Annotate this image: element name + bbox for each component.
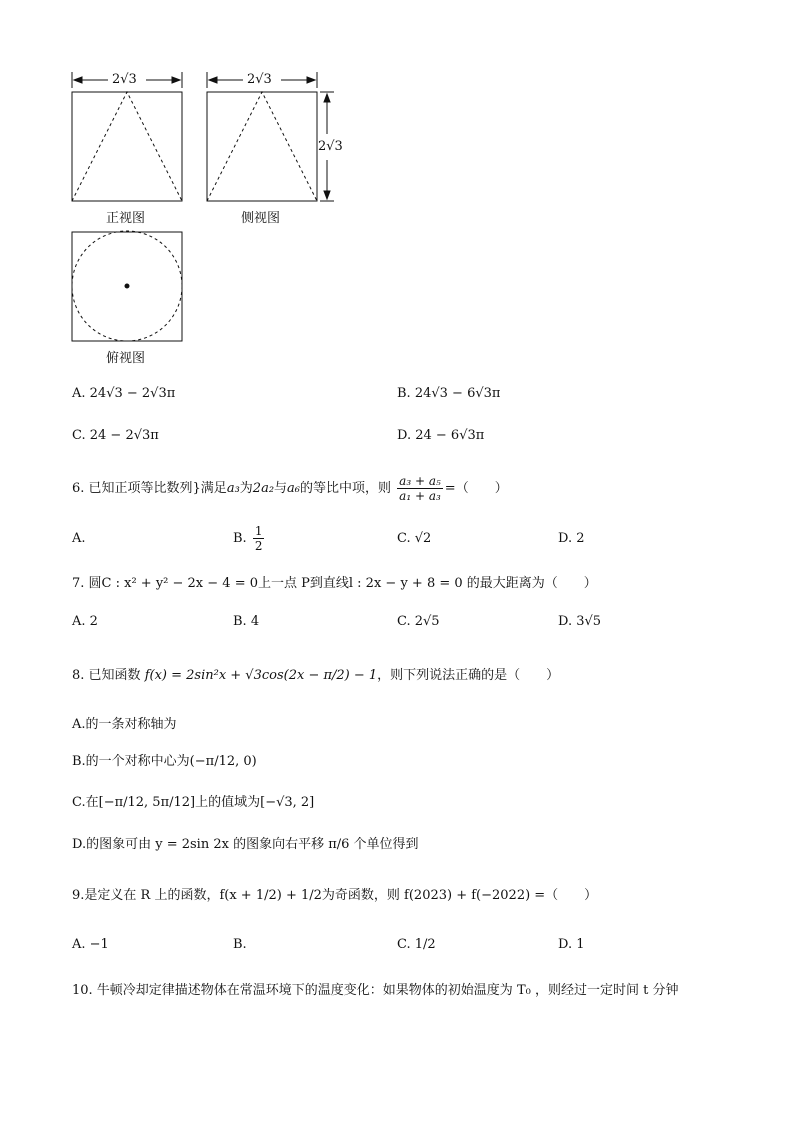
q9-option-a: A. −1 [72, 937, 109, 952]
q8-formula: f(x) = 2sin²x + √3cos(2x − π/2) − 1 [144, 668, 378, 683]
dim-label-front: 2√3 [112, 72, 137, 87]
q9-option-b: B. [233, 937, 247, 952]
top-view-center-dot [125, 284, 129, 288]
q7-option-a: A. 2 [72, 614, 98, 629]
q6-option-b: B. $\frac{1}{2}$ [233, 524, 263, 553]
arrow-left-icon [209, 77, 217, 83]
q5-option-b: B. 24√3 − 6√3π [397, 386, 501, 401]
q10-stem: 10. 牛顿冷却定律描述物体在常温环境下的温度变化：如果物体的初始温度为 T₀ ，则经过一定时间 t 分钟 [72, 983, 679, 998]
three-view-figure [0, 0, 794, 370]
arrow-up-icon [324, 94, 330, 102]
arrow-right-icon [172, 77, 180, 83]
q6-fraction: $\frac{\text{a₃ + a₅}}{\text{a₁ + a₃}}$ [399, 474, 441, 503]
label-top-view: 俯视图 [106, 351, 146, 366]
arrow-left-icon [74, 77, 82, 83]
q8-option-b: B.的一个对称中心为(−π/12, 0) [72, 754, 257, 769]
q5-option-c: C. 24 − 2√3π [72, 428, 159, 443]
q6-option-d: D. 2 [558, 531, 585, 546]
q9-stem: 9.是定义在 R 上的函数，f(x + 1/2) + 1/2为奇函数，则 f(2023) + f(−2022) =（ ） [72, 888, 598, 903]
front-view-triangle [72, 92, 182, 201]
q6-option-c: C. √2 [397, 531, 432, 546]
label-side-view: 侧视图 [241, 211, 281, 226]
q9-option-d: D. 1 [558, 937, 585, 952]
q5-option-d: D. 24 − 6√3π [397, 428, 485, 443]
front-view-square [72, 92, 182, 201]
q6-option-a: A. [72, 531, 86, 546]
q8-stem: 8. 已知函数 f(x) = 2sin²x + √3cos(2x − π/2) − 1，则下列说法正确的是（ ） [72, 668, 560, 683]
dim-label-height: 2√3 [318, 139, 343, 154]
q8-option-a: A.的一条对称轴为 [72, 717, 177, 732]
q7-option-d: D. 3√5 [558, 614, 602, 629]
q9-option-c: C. 1/2 [397, 937, 436, 952]
q6-stem: 6. 已知正项等比数列}满足a₃为2a₂与a₆的等比中项，则 $\frac{\text{a₃ + a₅}}{\text{a₁ + a₃}}$ =（ ） [72, 474, 508, 503]
q8-option-d: D.的图象可由 y = 2sin 2x 的图象向右平移 π/6 个单位得到 [72, 837, 419, 852]
arrow-down-icon [324, 191, 330, 199]
q7-stem: 7. 圆C : x² + y² − 2x − 4 = 0上一点 P到直线l : 2x − y + 8 = 0 的最大距离为（ ） [72, 576, 597, 591]
dim-label-side: 2√3 [247, 72, 272, 87]
q8-option-c: C.在[−π/12, 5π/12]上的值域为[−√3, 2] [72, 795, 315, 810]
q7-option-b: B. 4 [233, 614, 260, 629]
label-front-view: 正视图 [106, 211, 146, 226]
side-view-triangle [207, 92, 317, 201]
side-view-square [207, 92, 317, 201]
q7-option-c: C. 2√5 [397, 614, 440, 629]
arrow-right-icon [307, 77, 315, 83]
q5-option-a: A. 24√3 − 2√3π [72, 386, 176, 401]
